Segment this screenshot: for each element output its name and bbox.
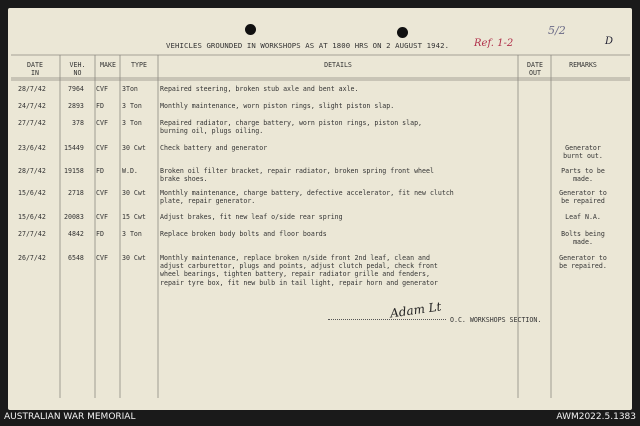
document-title: VEHICLES GROUNDED IN WORKSHOPS AS AT 1800 HRS ON 2 AUGUST 1942. xyxy=(166,41,450,50)
cell-make: CVF xyxy=(96,213,108,221)
header-make: MAKE xyxy=(100,61,116,69)
corner-mark: D xyxy=(605,36,614,47)
cell-remarks: Generator to be repaired. xyxy=(559,254,607,271)
cell-make: CVF xyxy=(96,189,108,197)
cell-details: Adjust brakes, fit new leaf o/side rear spring xyxy=(160,213,343,221)
cell-details: Repaired radiator, charge battery, worn piston rings, piston slap, burning oil, plugs oiling. xyxy=(160,119,423,136)
cell-make: FD xyxy=(96,230,104,238)
cell-details: Monthly maintenance, charge battery, defective accelerator, fit new clutch plate, repair generator. xyxy=(160,189,454,206)
cell-type: 15 Cwt xyxy=(122,213,146,221)
header-type: TYPE xyxy=(131,61,147,69)
page-number: 5/2 xyxy=(548,24,566,37)
cell-type: 30 Cwt xyxy=(122,189,146,197)
header-date-out: DATE OUT xyxy=(527,61,543,77)
cell-make: FD xyxy=(96,102,104,110)
cell-type: 3Ton xyxy=(122,85,138,93)
cell-remarks: Generator to be repaired xyxy=(559,189,607,206)
header-date-in: DATE IN xyxy=(27,61,43,77)
header-veh-no: VEH. NO xyxy=(69,61,86,77)
cell-type: 3 Ton xyxy=(122,102,142,110)
cell-veh-no: 6548 xyxy=(68,254,84,262)
cell-veh-no: 7964 xyxy=(68,85,84,93)
cell-remarks: Parts to be made. xyxy=(561,167,605,184)
punch-hole-left xyxy=(245,24,256,35)
cell-make: FD xyxy=(96,167,104,175)
cell-make: CVF xyxy=(96,85,108,93)
cell-remarks: Bolts being made. xyxy=(561,230,605,247)
cell-veh-no: 2893 xyxy=(68,102,84,110)
cell-type: 30 Cwt xyxy=(122,144,146,152)
cell-date-in: 26/7/42 xyxy=(18,254,46,262)
cell-date-in: 27/7/42 xyxy=(18,119,46,127)
footer-institution: AUSTRALIAN WAR MEMORIAL xyxy=(4,412,136,422)
cell-date-in: 28/7/42 xyxy=(18,167,46,175)
cell-details: Repaired steering, broken stub axle and bent axle. xyxy=(160,85,359,93)
cell-type: 30 Cwt xyxy=(122,254,146,262)
punch-hole-right xyxy=(397,27,408,38)
cell-date-in: 15/6/42 xyxy=(18,189,46,197)
signatory-title: O.C. WORKSHOPS SECTION. xyxy=(450,316,542,324)
cell-details: Monthly maintenance, worn piston rings, slight piston slap. xyxy=(160,102,395,110)
cell-date-in: 28/7/42 xyxy=(18,85,46,93)
header-remarks: REMARKS xyxy=(569,61,597,69)
signature-dotted-line xyxy=(328,319,446,320)
header-details: DETAILS xyxy=(324,61,352,69)
cell-details: Broken oil filter bracket, repair radiator, broken spring front wheel brake shoes. xyxy=(160,167,434,184)
cell-date-in: 23/6/42 xyxy=(18,144,46,152)
cell-type: W.D. xyxy=(122,167,138,175)
cell-veh-no: 4842 xyxy=(68,230,84,238)
handwritten-reference: Ref. 1-2 xyxy=(474,38,514,49)
cell-remarks: Leaf N.A. xyxy=(565,213,601,221)
cell-details: Monthly maintenance, replace broken n/side front 2nd leaf, clean and adjust carburettor, plugs and points, adjust clutch pedal, check front wheel bearings, tighten battery, repair radiator grille and fenders, repair tyre box, fit new bulb in tail light, repair horn and generator xyxy=(160,254,438,287)
footer-accession-number: AWM2022.5.1383 xyxy=(556,412,636,422)
cell-type: 3 Ton xyxy=(122,119,142,127)
cell-remarks: Generator burnt out. xyxy=(563,144,603,161)
cell-type: 3 Ton xyxy=(122,230,142,238)
cell-veh-no: 19158 xyxy=(64,167,84,175)
cell-date-in: 24/7/42 xyxy=(18,102,46,110)
cell-veh-no: 2718 xyxy=(68,189,84,197)
cell-details: Replace broken body bolts and floor boards xyxy=(160,230,327,238)
cell-make: CVF xyxy=(96,254,108,262)
cell-veh-no: 15449 xyxy=(64,144,84,152)
cell-date-in: 27/7/42 xyxy=(18,230,46,238)
cell-make: CVF xyxy=(96,119,108,127)
cell-date-in: 15/6/42 xyxy=(18,213,46,221)
cell-make: CVF xyxy=(96,144,108,152)
cell-details: Check battery and generator xyxy=(160,144,268,152)
cell-veh-no: 378 xyxy=(72,119,84,127)
signature: Adam Lt xyxy=(389,299,443,321)
cell-veh-no: 20083 xyxy=(64,213,84,221)
